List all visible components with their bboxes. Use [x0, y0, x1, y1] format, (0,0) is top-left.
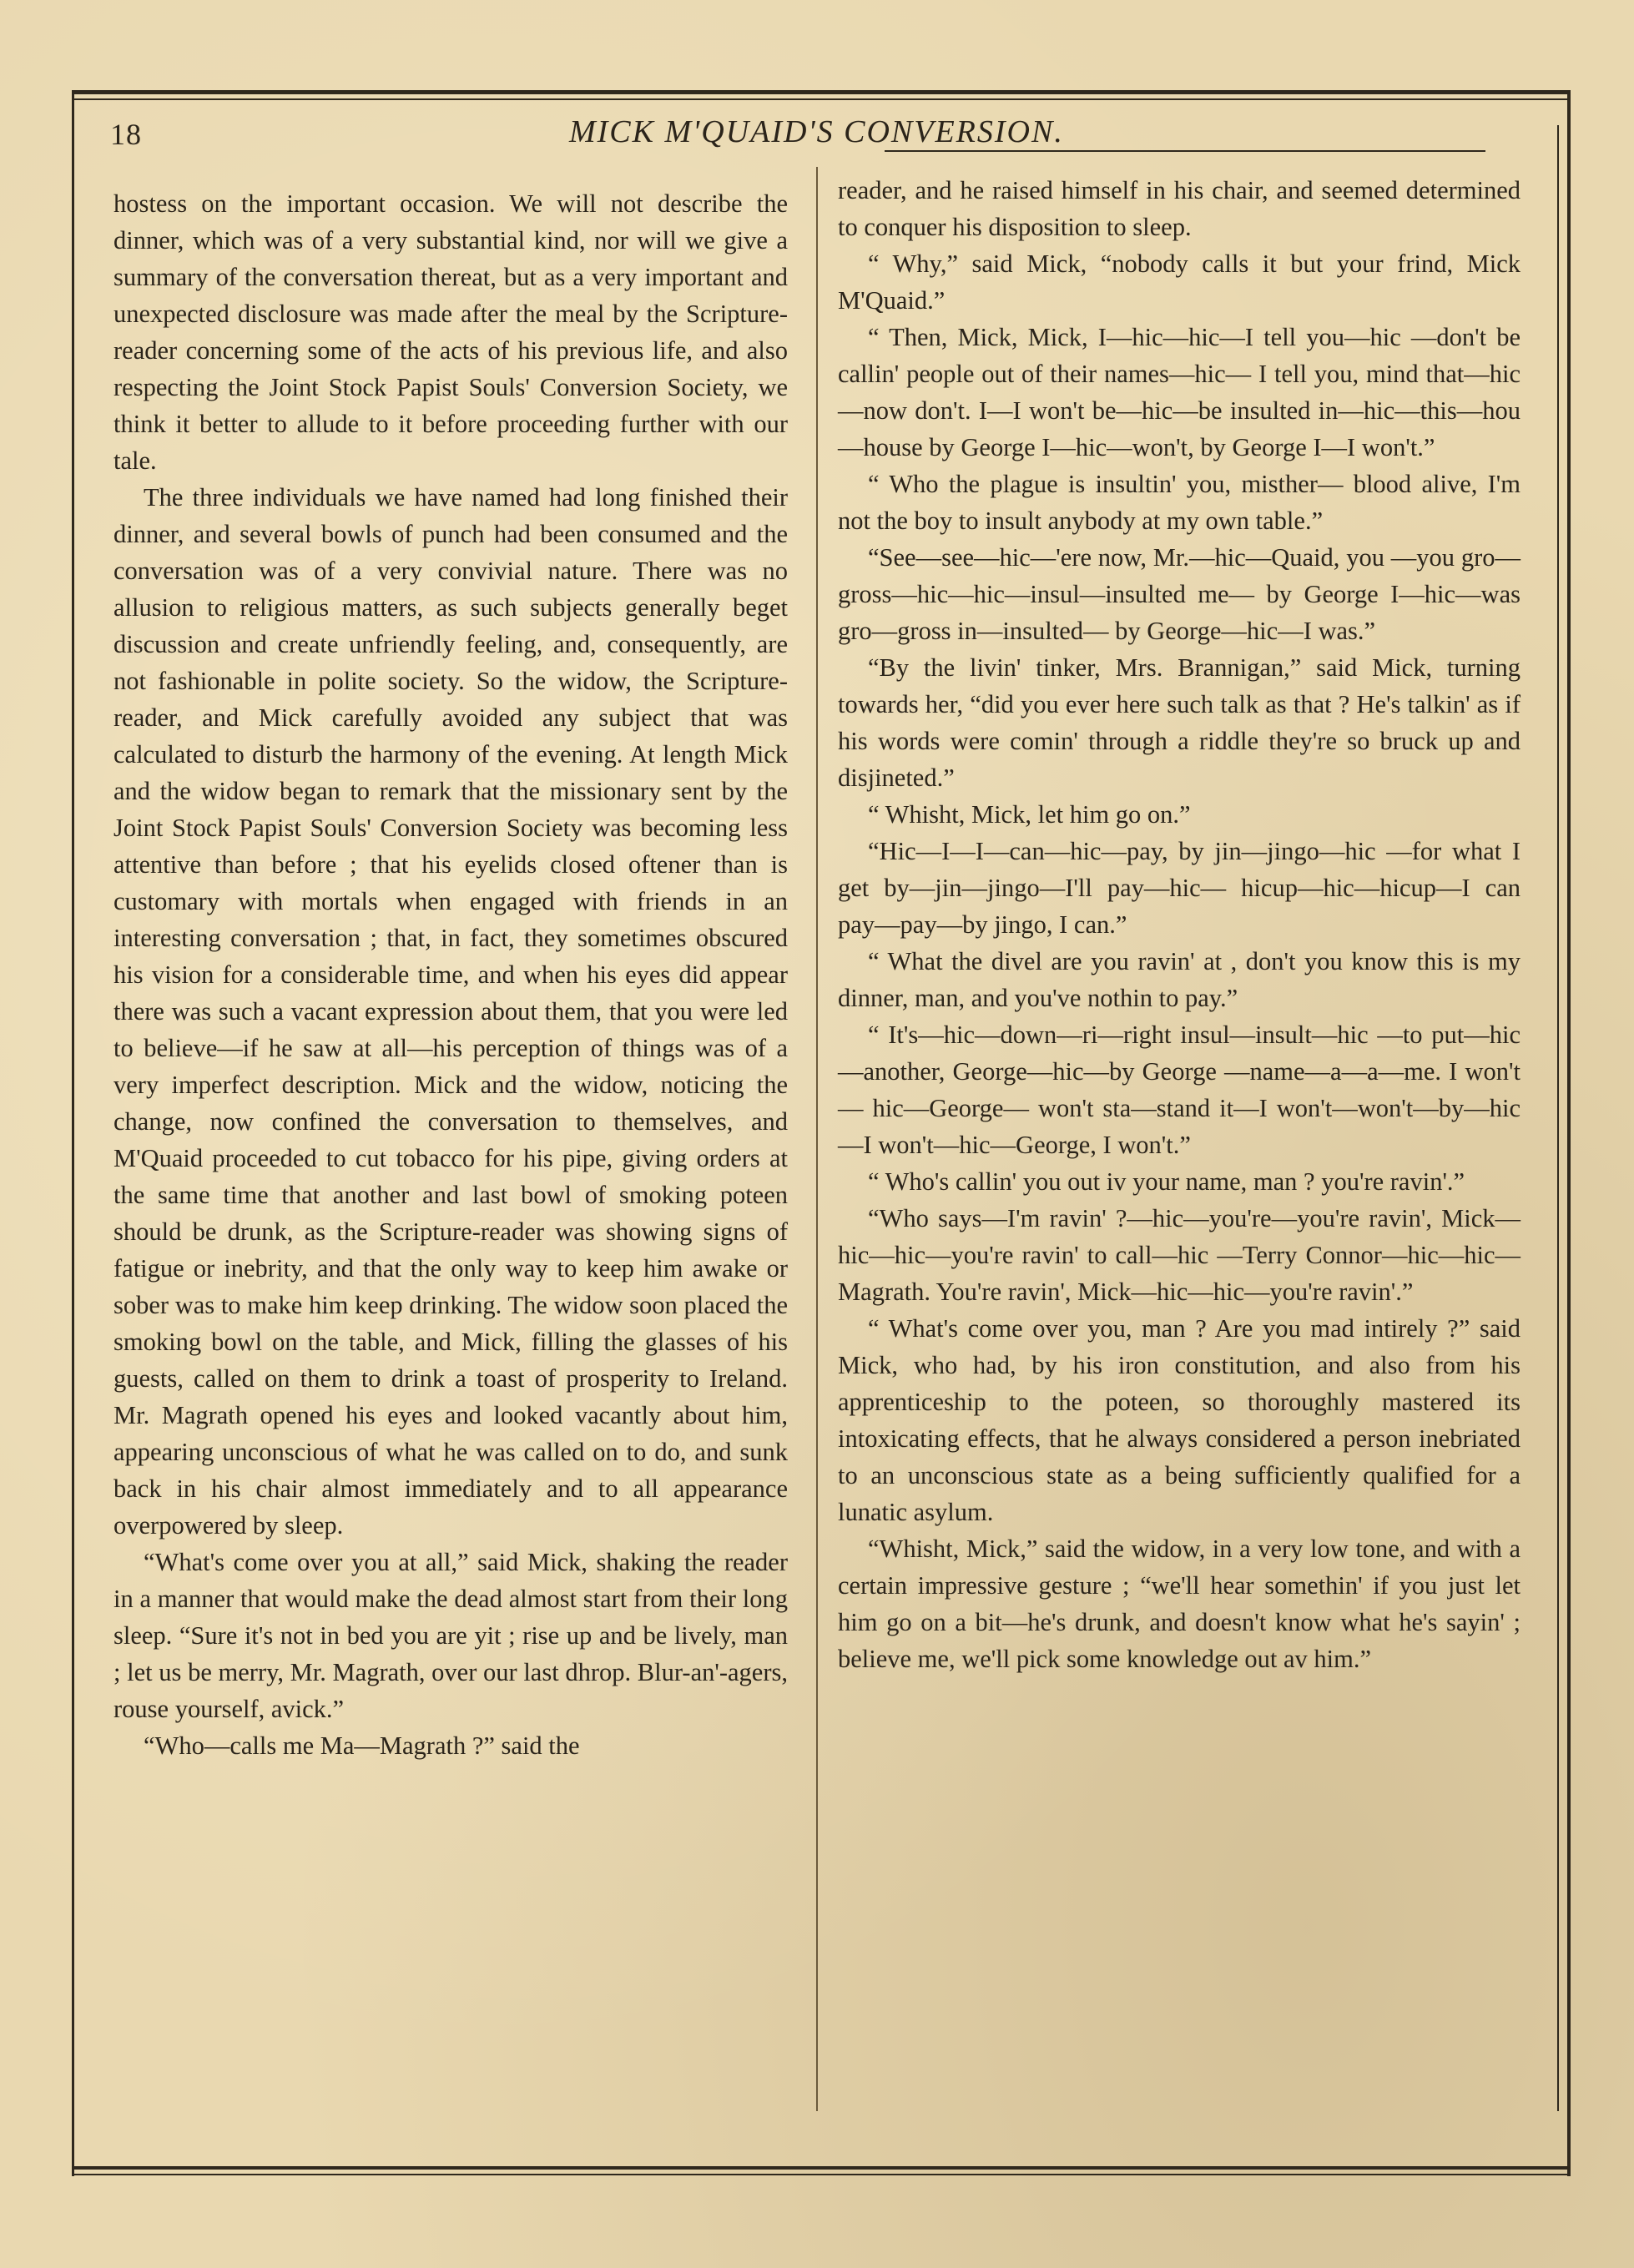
paragraph: The three individuals we have named had long finished their dinner, and several bowls of punch had been consumed and the conversation was of a very convivial nature. There was no allusion to religious matters, as such subjects generally beget discussion and create unfriendly feeling, and, consequently, are not fashionable in polite society. So the widow, the Scripture-reader, and Mick carefully avoided any subject that was calculated to disturb the harmony of the evening. At length Mick and the widow began to remark that the missionary sent by the Joint Stock Papist Souls' Conversion Society was becoming less attentive than before ; that his eyelids closed oftener than is customary with mortals when engaged with friends in an interesting conversation ; that, in fact, they sometimes obscured his vision for a considerable time, and when his eyes did appear there was such a vacant expression about them, that you were led to believe—if he saw at all—his perception of things was of a very imperfect description. Mick and the widow, noticing the change, now confined the conversation to themselves, and M'Quaid proceeded to cut tobacco for his pipe, giving orders at the same time that another and last bowl of smoking poteen should be drunk, as the Scripture-reader was showing signs of fatigue or inebrity, and that the only way to keep him awake or sober was to make him keep drinking. The widow soon placed the smoking bowl on the table, and Mick, filling the glasses of his guests, called on them to drink a toast of prosperity to Ireland. Mr. Magrath opened his eyes and looked vacantly about him, appearing unconscious of what he was called on to do, and sunk back in his chair almost immediately and to all appearance overpowered by sleep.: [113, 483, 788, 1540]
right-border-inner-rule: [1557, 125, 1559, 2111]
paragraph: hostess on the important occasion. We will not describe the dinner, which was of a very substantial kind, nor will we give a summary of the conversation thereat, but as a very important and unexpected disclosure was made after the meal by the Scripture-reader concerning some of the acts of his previous life, and also respecting the Joint Stock Papist Souls' Conversion Society, we think it better to allude to it before proceeding further with our tale.: [113, 189, 788, 475]
running-title: MICK M'QUAID'S CONVERSION.: [569, 114, 1064, 149]
right-column: [838, 172, 1521, 1677]
paragraph: “What's come over you at all,” said Mick, shaking the reader in a manner that would make the dead almost start from their long sleep. “Sure it's not in bed you are yit ; rise up and be lively, man ; let us be merry, Mr. Magrath, over our last dhrop. Blur-an'-agers, rouse yourself, avick.”: [113, 1548, 788, 1723]
top-border-inner-rule: [72, 98, 1568, 100]
paragraph: “See—see—hic—'ere now, Mr.—hic—Quaid, you —you gro—gross—hic—hic—insul—insulted me— by George I—hic—was gro—gross in—insulted— by George—hic—I was.”: [838, 543, 1521, 645]
paragraph: “ What the divel are you ravin' at , don't you know this is my dinner, man, and you've nothin to pay.”: [838, 947, 1521, 1012]
paragraph: “ Then, Mick, Mick, I—hic—hic—I tell you—hic —don't be callin' people out of their names—hic— I tell you, mind that—hic—now don't. I—I won't be—hic—be insulted in—hic—this—hou—house by George I—hic—won't, by George I—I won't.”: [838, 323, 1521, 461]
left-column: [113, 185, 788, 1764]
paragraph: “ Whisht, Mick, let him go on.”: [868, 800, 1191, 829]
paragraph: “ Who's callin' you out iv your name, man ? you're ravin'.”: [868, 1167, 1465, 1196]
paragraph: “Who—calls me Ma—Magrath ?” said the: [144, 1731, 580, 1760]
right-border-rule: [1567, 90, 1571, 2176]
paragraph: “Hic—I—I—can—hic—pay, by jin—jingo—hic —for what I get by—jin—jingo—I'll pay—hic— hicup—hic—hicup—I can pay—pay—by jingo, I can.”: [838, 837, 1521, 939]
paragraph: “By the livin' tinker, Mrs. Brannigan,” said Mick, turning towards her, “did you ever here such talk as that ? He's talkin' as if his words were comin' through a riddle they're so bruck up and disjineted.”: [838, 653, 1521, 792]
paragraph: “Whisht, Mick,” said the widow, in a very low tone, and with a certain impressive gesture ; “we'll hear somethin' if you just let him go on a bit—he's drunk, and doesn't know what he's sayin' ; believe me, we'll pick some knowledge out av him.”: [838, 1535, 1521, 1673]
running-header: [110, 112, 1529, 162]
bottom-border-inner-rule: [72, 2174, 1568, 2175]
paragraph: “Who says—I'm ravin' ?—hic—you're—you're ravin', Mick—hic—hic—you're ravin' to call—hic —Terry Connor—hic—hic—Magrath. You're ravin', Mick—hic—hic—you're ravin'.”: [838, 1204, 1521, 1306]
page-number: 18: [110, 118, 142, 151]
paragraph: reader, and he raised himself in his chair, and seemed determined to conquer his disposition to sleep.: [838, 176, 1521, 241]
paragraph: “ It's—hic—down—ri—right insul—insult—hic —to put—hic—another, George—hic—by George —name—a—a—me. I won't — hic—George— won't sta—stand it—I won't—won't—by—hic—I won't—hic—George, I won't.”: [838, 1021, 1521, 1159]
paragraph: “ What's come over you, man ? Are you mad intirely ?” said Mick, who had, by his iron constitution, and also from his apprenticeship to the poteen, so thoroughly mastered its intoxicating effects, that he always considered a person inebriated to an unconscious state as a being sufficiently qualified for a lunatic asylum.: [838, 1314, 1521, 1526]
left-border-rule: [72, 90, 74, 2176]
paragraph: “ Why,” said Mick, “nobody calls it but your frind, Mick M'Quaid.”: [838, 249, 1521, 315]
column-divider: [816, 167, 818, 2111]
top-border-rule: [72, 90, 1568, 94]
bottom-border-rule: [72, 2166, 1568, 2170]
paragraph: “ Who the plague is insultin' you, misther— blood alive, I'm not the boy to insult anybody at my own table.”: [838, 470, 1521, 535]
